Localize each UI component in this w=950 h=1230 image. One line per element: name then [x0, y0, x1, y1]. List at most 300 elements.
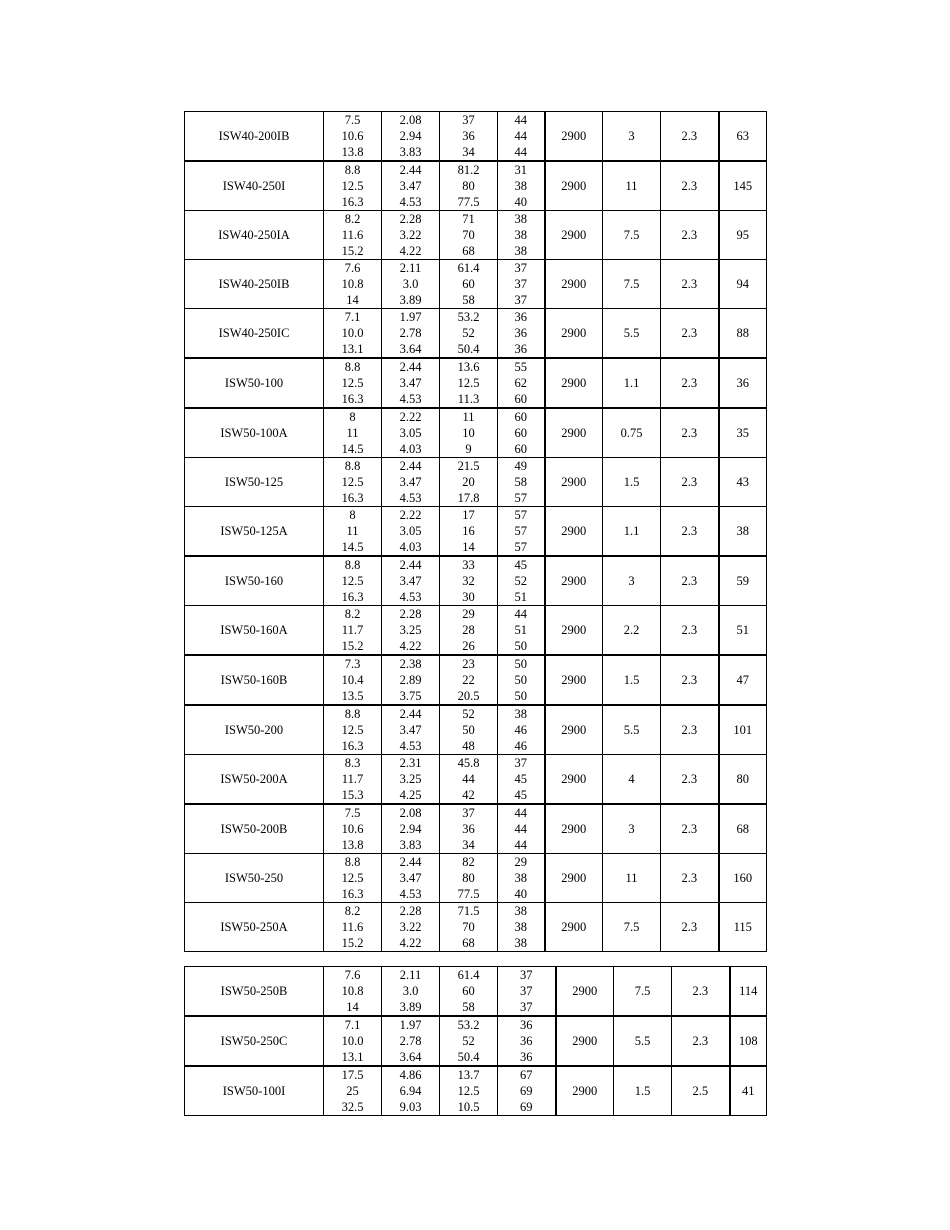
- head-cell: [440, 260, 498, 309]
- flow-m3h-cell: [324, 358, 382, 408]
- flow-m3h-cell-value: 11.7: [341, 772, 364, 786]
- model-cell: ISW50-250B: [185, 967, 324, 1017]
- efficiency-cell: [498, 556, 545, 606]
- flow-m3h-cell-value: 8: [349, 410, 356, 424]
- flow-m3h-cell-value: 14.5: [341, 540, 364, 554]
- head-cell: [440, 967, 498, 1017]
- efficiency-cell-value: 51: [514, 590, 527, 604]
- head-cell-value: 45.8: [457, 756, 480, 770]
- efficiency-cell: [498, 112, 545, 162]
- weight-cell: 63: [719, 112, 767, 162]
- power-cell: 3: [603, 804, 661, 854]
- head-cell-value: 44: [462, 772, 475, 786]
- speed-cell: 2900: [545, 755, 603, 805]
- head-cell-value: 10: [462, 426, 475, 440]
- speed-cell: 2900: [545, 260, 603, 309]
- flow-m3h-cell-value: 7.6: [344, 968, 361, 982]
- efficiency-cell-value: 44: [514, 607, 527, 621]
- table-row: [185, 112, 767, 162]
- flow-m3h-cell-value: 7.1: [344, 310, 361, 324]
- flow-m3h-cell-value: 10.8: [341, 984, 364, 998]
- head-cell-value: 77.5: [457, 887, 480, 901]
- head-cell-value: 80: [462, 179, 475, 193]
- flow-m3h-cell-value: 16.3: [341, 195, 364, 209]
- weight-cell: 47: [719, 655, 767, 705]
- head-cell-value: 20.5: [457, 689, 480, 703]
- speed-cell: 2900: [545, 112, 603, 162]
- head-cell-value: 33: [462, 558, 475, 572]
- weight-cell: 108: [730, 1016, 767, 1066]
- flow-ls-cell-value: 3.47: [399, 574, 422, 588]
- power-cell: 4: [603, 755, 661, 805]
- head-cell-value: 20: [462, 475, 475, 489]
- head-cell-value: 11.3: [457, 392, 480, 406]
- flow-m3h-cell: [324, 606, 382, 656]
- flow-ls-cell-value: 3.22: [399, 920, 422, 934]
- table-row: [185, 408, 767, 458]
- efficiency-cell: [498, 705, 545, 755]
- head-cell-value: 36: [462, 822, 475, 836]
- power-cell: 11: [603, 161, 661, 211]
- efficiency-cell-value: 31: [514, 163, 527, 177]
- power-cell: 1.5: [603, 458, 661, 507]
- flow-ls-cell-value: 3.47: [399, 376, 422, 390]
- table-row: [185, 161, 767, 211]
- table-row: [185, 458, 767, 507]
- efficiency-cell-value: 37: [514, 756, 527, 770]
- npsh-cell: 2.3: [661, 112, 719, 162]
- table-row: [185, 903, 767, 952]
- power-cell: 11: [603, 854, 661, 903]
- flow-m3h-cell-value: 15.2: [341, 244, 364, 258]
- efficiency-cell-value: 44: [514, 129, 527, 143]
- flow-ls-cell-value: 2.28: [399, 904, 422, 918]
- model-cell: ISW50-125: [185, 458, 324, 507]
- flow-ls-cell: [382, 655, 440, 705]
- model-cell: ISW50-250: [185, 854, 324, 903]
- power-cell: 1.5: [603, 655, 661, 705]
- weight-cell: 80: [719, 755, 767, 805]
- table-row: [185, 705, 767, 755]
- flow-m3h-cell-value: 10.6: [341, 129, 364, 143]
- table-row: [185, 358, 767, 408]
- head-cell-value: 12.5: [457, 1084, 480, 1098]
- efficiency-cell-value: 40: [514, 195, 527, 209]
- head-cell-value: 53.2: [457, 1018, 480, 1032]
- efficiency-cell: [498, 211, 545, 260]
- head-cell-value: 58: [462, 293, 475, 307]
- flow-m3h-cell-value: 13.8: [341, 145, 364, 159]
- flow-m3h-cell-value: 13.1: [341, 1050, 364, 1064]
- efficiency-cell-value: 45: [514, 788, 527, 802]
- efficiency-cell-value: 38: [514, 707, 527, 721]
- efficiency-cell-value: 62: [514, 376, 527, 390]
- head-cell-value: 22: [462, 673, 475, 687]
- efficiency-cell-value: 44: [514, 145, 527, 159]
- efficiency-cell-value: 60: [514, 426, 527, 440]
- flow-ls-cell-value: 1.97: [399, 310, 422, 324]
- flow-ls-cell-value: 4.03: [399, 540, 422, 554]
- npsh-cell: 2.3: [661, 507, 719, 557]
- efficiency-cell-value: 37: [520, 968, 533, 982]
- table-row: [185, 507, 767, 557]
- table-row: [185, 854, 767, 903]
- efficiency-cell-value: 50: [514, 639, 527, 653]
- speed-cell: 2900: [545, 556, 603, 606]
- flow-ls-cell-value: 3.05: [399, 426, 422, 440]
- speed-cell: 2900: [545, 458, 603, 507]
- flow-m3h-cell: [324, 967, 382, 1017]
- model-cell: ISW40-250IA: [185, 211, 324, 260]
- flow-m3h-cell-value: 15.2: [341, 936, 364, 950]
- flow-m3h-cell: [324, 1016, 382, 1066]
- weight-cell: 95: [719, 211, 767, 260]
- flow-ls-cell-value: 3.47: [399, 475, 422, 489]
- efficiency-cell-value: 37: [514, 261, 527, 275]
- efficiency-cell-value: 58: [514, 475, 527, 489]
- weight-cell: 88: [719, 309, 767, 359]
- speed-cell: 2900: [545, 408, 603, 458]
- flow-m3h-cell-value: 16.3: [341, 491, 364, 505]
- npsh-cell: 2.3: [661, 358, 719, 408]
- flow-ls-cell-value: 2.11: [399, 968, 422, 982]
- efficiency-cell-value: 38: [514, 920, 527, 934]
- model-cell: ISW50-200A: [185, 755, 324, 805]
- head-cell: [440, 606, 498, 656]
- speed-cell: 2900: [545, 655, 603, 705]
- efficiency-cell-value: 67: [520, 1068, 533, 1082]
- efficiency-cell-value: 44: [514, 838, 527, 852]
- flow-ls-cell-value: 3.25: [399, 623, 422, 637]
- flow-ls-cell-value: 3.64: [399, 342, 422, 356]
- head-cell: [440, 408, 498, 458]
- flow-ls-cell-value: 2.44: [399, 558, 422, 572]
- npsh-cell: 2.3: [661, 161, 719, 211]
- flow-ls-cell-value: 2.22: [399, 410, 422, 424]
- table-row: [185, 655, 767, 705]
- flow-ls-cell-value: 3.22: [399, 228, 422, 242]
- flow-m3h-cell-value: 7.5: [344, 113, 361, 127]
- pump-spec-table-1: [184, 111, 767, 952]
- head-cell-value: 82: [462, 855, 475, 869]
- flow-ls-cell-value: 4.86: [399, 1068, 422, 1082]
- head-cell-value: 21.5: [457, 459, 480, 473]
- table-row: [185, 755, 767, 805]
- efficiency-cell-value: 45: [514, 772, 527, 786]
- flow-m3h-cell: [324, 408, 382, 458]
- table-row: [185, 309, 767, 359]
- flow-ls-cell-value: 3.83: [399, 838, 422, 852]
- flow-ls-cell-value: 2.08: [399, 806, 422, 820]
- flow-ls-cell-value: 3.89: [399, 293, 422, 307]
- efficiency-cell-value: 50: [514, 657, 527, 671]
- efficiency-cell-value: 45: [514, 558, 527, 572]
- efficiency-cell-value: 36: [514, 326, 527, 340]
- flow-ls-cell: [382, 161, 440, 211]
- flow-ls-cell: [382, 606, 440, 656]
- flow-m3h-cell-value: 10.0: [341, 1034, 364, 1048]
- model-cell: ISW50-250A: [185, 903, 324, 952]
- flow-m3h-cell-value: 10.0: [341, 326, 364, 340]
- flow-ls-cell-value: 2.44: [399, 360, 422, 374]
- flow-m3h-cell: [324, 507, 382, 557]
- model-cell: ISW50-100: [185, 358, 324, 408]
- efficiency-cell: [498, 458, 545, 507]
- npsh-cell: 2.3: [672, 967, 730, 1017]
- flow-ls-cell-value: 4.53: [399, 590, 422, 604]
- flow-m3h-cell-value: 8.2: [344, 904, 361, 918]
- head-cell-value: 9: [465, 442, 472, 456]
- head-cell-value: 70: [462, 228, 475, 242]
- efficiency-cell-value: 38: [514, 228, 527, 242]
- flow-ls-cell-value: 2.22: [399, 508, 422, 522]
- flow-m3h-cell-value: 14: [346, 293, 359, 307]
- weight-cell: 94: [719, 260, 767, 309]
- flow-m3h-cell: [324, 161, 382, 211]
- flow-m3h-cell-value: 7.1: [344, 1018, 361, 1032]
- flow-ls-cell-value: 2.28: [399, 212, 422, 226]
- efficiency-cell: [498, 854, 545, 903]
- head-cell-value: 14: [462, 540, 475, 554]
- flow-ls-cell-value: 2.44: [399, 163, 422, 177]
- flow-ls-cell-value: 2.94: [399, 822, 422, 836]
- efficiency-cell: [498, 507, 545, 557]
- head-cell-value: 34: [462, 838, 475, 852]
- model-cell: ISW50-200B: [185, 804, 324, 854]
- power-cell: 7.5: [603, 211, 661, 260]
- head-cell-value: 13.7: [457, 1068, 480, 1082]
- flow-ls-cell: [382, 755, 440, 805]
- flow-ls-cell-value: 4.22: [399, 639, 422, 653]
- flow-ls-cell-value: 2.78: [399, 326, 422, 340]
- head-cell-value: 53.2: [457, 310, 480, 324]
- flow-ls-cell: [382, 556, 440, 606]
- head-cell-value: 81.2: [457, 163, 480, 177]
- power-cell: 7.5: [603, 903, 661, 952]
- flow-ls-cell-value: 4.22: [399, 936, 422, 950]
- flow-m3h-cell: [324, 211, 382, 260]
- power-cell: 5.5: [614, 1016, 672, 1066]
- head-cell-value: 30: [462, 590, 475, 604]
- efficiency-cell-value: 38: [514, 904, 527, 918]
- flow-ls-cell: [382, 854, 440, 903]
- efficiency-cell-value: 29: [514, 855, 527, 869]
- flow-ls-cell-value: 2.89: [399, 673, 422, 687]
- head-cell-value: 11: [462, 410, 475, 424]
- flow-ls-cell-value: 4.53: [399, 392, 422, 406]
- flow-ls-cell-value: 2.44: [399, 855, 422, 869]
- head-cell: [440, 507, 498, 557]
- flow-ls-cell-value: 4.25: [399, 788, 422, 802]
- weight-cell: 160: [719, 854, 767, 903]
- flow-ls-cell: [382, 1016, 440, 1066]
- efficiency-cell-value: 46: [514, 739, 527, 753]
- efficiency-cell-value: 40: [514, 887, 527, 901]
- flow-ls-cell: [382, 1066, 440, 1116]
- model-cell: ISW50-200: [185, 705, 324, 755]
- flow-m3h-cell-value: 7.3: [344, 657, 361, 671]
- efficiency-cell-value: 51: [514, 623, 527, 637]
- head-cell-value: 70: [462, 920, 475, 934]
- head-cell-value: 37: [462, 113, 475, 127]
- pump-spec-table-2: [184, 966, 767, 1116]
- speed-cell: 2900: [545, 161, 603, 211]
- head-cell-value: 29: [462, 607, 475, 621]
- flow-ls-cell-value: 9.03: [399, 1100, 422, 1114]
- power-cell: 2.2: [603, 606, 661, 656]
- model-cell: ISW40-250IB: [185, 260, 324, 309]
- efficiency-cell: [498, 358, 545, 408]
- flow-m3h-cell: [324, 705, 382, 755]
- flow-m3h-cell-value: 12.5: [341, 871, 364, 885]
- flow-m3h-cell-value: 11.7: [341, 623, 364, 637]
- weight-cell: 38: [719, 507, 767, 557]
- efficiency-cell-value: 44: [514, 113, 527, 127]
- head-cell-value: 17.8: [457, 491, 480, 505]
- efficiency-cell-value: 36: [514, 310, 527, 324]
- flow-m3h-cell-value: 16.3: [341, 392, 364, 406]
- efficiency-cell: [498, 967, 556, 1017]
- efficiency-cell-value: 46: [514, 723, 527, 737]
- flow-ls-cell-value: 4.53: [399, 739, 422, 753]
- head-cell-value: 52: [462, 1034, 475, 1048]
- efficiency-cell: [498, 1066, 556, 1116]
- efficiency-cell-value: 49: [514, 459, 527, 473]
- head-cell: [440, 161, 498, 211]
- flow-ls-cell: [382, 705, 440, 755]
- flow-ls-cell: [382, 507, 440, 557]
- flow-m3h-cell-value: 10.6: [341, 822, 364, 836]
- head-cell-value: 34: [462, 145, 475, 159]
- weight-cell: 35: [719, 408, 767, 458]
- efficiency-cell-value: 55: [514, 360, 527, 374]
- weight-cell: 115: [719, 903, 767, 952]
- flow-ls-cell-value: 2.11: [399, 261, 422, 275]
- flow-ls-cell: [382, 260, 440, 309]
- npsh-cell: 2.3: [661, 655, 719, 705]
- efficiency-cell-value: 38: [514, 871, 527, 885]
- flow-m3h-cell: [324, 458, 382, 507]
- flow-ls-cell-value: 2.44: [399, 459, 422, 473]
- npsh-cell: 2.3: [661, 556, 719, 606]
- efficiency-cell: [498, 804, 545, 854]
- npsh-cell: 2.3: [661, 309, 719, 359]
- flow-ls-cell-value: 2.38: [399, 657, 422, 671]
- head-cell-value: 12.5: [457, 376, 480, 390]
- head-cell-value: 36: [462, 129, 475, 143]
- model-cell: ISW40-250I: [185, 161, 324, 211]
- flow-m3h-cell-value: 8: [349, 508, 356, 522]
- efficiency-cell-value: 57: [514, 491, 527, 505]
- head-cell-value: 68: [462, 244, 475, 258]
- flow-ls-cell: [382, 408, 440, 458]
- head-cell: [440, 112, 498, 162]
- model-cell: ISW50-125A: [185, 507, 324, 557]
- table-row: [185, 606, 767, 656]
- head-cell-value: 10.5: [457, 1100, 480, 1114]
- head-cell: [440, 358, 498, 408]
- model-cell: ISW40-200IB: [185, 112, 324, 162]
- flow-m3h-cell-value: 11.6: [341, 228, 364, 242]
- speed-cell: 2900: [545, 358, 603, 408]
- efficiency-cell-value: 57: [514, 540, 527, 554]
- model-cell: ISW50-160B: [185, 655, 324, 705]
- flow-m3h-cell-value: 15.2: [341, 639, 364, 653]
- efficiency-cell-value: 44: [514, 806, 527, 820]
- flow-ls-cell: [382, 112, 440, 162]
- efficiency-cell-value: 38: [514, 936, 527, 950]
- flow-m3h-cell-value: 17.5: [341, 1068, 364, 1082]
- flow-ls-cell-value: 2.44: [399, 707, 422, 721]
- npsh-cell: 2.3: [661, 854, 719, 903]
- speed-cell: 2900: [545, 854, 603, 903]
- flow-ls-cell-value: 4.03: [399, 442, 422, 456]
- head-cell-value: 77.5: [457, 195, 480, 209]
- speed-cell: 2900: [556, 1066, 614, 1116]
- flow-m3h-cell-value: 12.5: [341, 723, 364, 737]
- head-cell-value: 52: [462, 326, 475, 340]
- power-cell: 0.75: [603, 408, 661, 458]
- head-cell-value: 50.4: [457, 1050, 480, 1064]
- weight-cell: 51: [719, 606, 767, 656]
- efficiency-cell: [498, 1016, 556, 1066]
- flow-m3h-cell-value: 32.5: [341, 1100, 364, 1114]
- head-cell: [440, 655, 498, 705]
- npsh-cell: 2.3: [661, 408, 719, 458]
- flow-m3h-cell-value: 13.5: [341, 689, 364, 703]
- flow-m3h-cell-value: 13.1: [341, 342, 364, 356]
- efficiency-cell: [498, 260, 545, 309]
- head-cell: [440, 458, 498, 507]
- flow-ls-cell: [382, 903, 440, 952]
- power-cell: 1.1: [603, 507, 661, 557]
- flow-ls-cell-value: 4.53: [399, 195, 422, 209]
- head-cell-value: 17: [462, 508, 475, 522]
- flow-ls-cell-value: 4.22: [399, 244, 422, 258]
- flow-m3h-cell-value: 12.5: [341, 574, 364, 588]
- head-cell-value: 60: [462, 277, 475, 291]
- flow-ls-cell-value: 3.05: [399, 524, 422, 538]
- flow-m3h-cell: [324, 260, 382, 309]
- head-cell: [440, 804, 498, 854]
- head-cell-value: 50: [462, 723, 475, 737]
- flow-m3h-cell: [324, 309, 382, 359]
- flow-ls-cell-value: 2.08: [399, 113, 422, 127]
- table-row: [185, 804, 767, 854]
- flow-ls-cell-value: 2.31: [399, 756, 422, 770]
- flow-ls-cell-value: 3.47: [399, 871, 422, 885]
- flow-m3h-cell-value: 25: [346, 1084, 359, 1098]
- speed-cell: 2900: [545, 903, 603, 952]
- flow-m3h-cell-value: 8.8: [344, 163, 361, 177]
- efficiency-cell-value: 37: [520, 984, 533, 998]
- flow-m3h-cell-value: 15.3: [341, 788, 364, 802]
- flow-ls-cell-value: 3.0: [402, 984, 419, 998]
- flow-m3h-cell-value: 8.8: [344, 360, 361, 374]
- weight-cell: 59: [719, 556, 767, 606]
- head-cell: [440, 1016, 498, 1066]
- flow-m3h-cell-value: 7.5: [344, 806, 361, 820]
- flow-ls-cell-value: 1.97: [399, 1018, 422, 1032]
- head-cell-value: 48: [462, 739, 475, 753]
- flow-m3h-cell-value: 11.6: [341, 920, 364, 934]
- flow-m3h-cell: [324, 655, 382, 705]
- weight-cell: 36: [719, 358, 767, 408]
- flow-ls-cell: [382, 967, 440, 1017]
- efficiency-cell-value: 69: [520, 1100, 533, 1114]
- weight-cell: 114: [730, 967, 767, 1017]
- flow-m3h-cell-value: 8.8: [344, 855, 361, 869]
